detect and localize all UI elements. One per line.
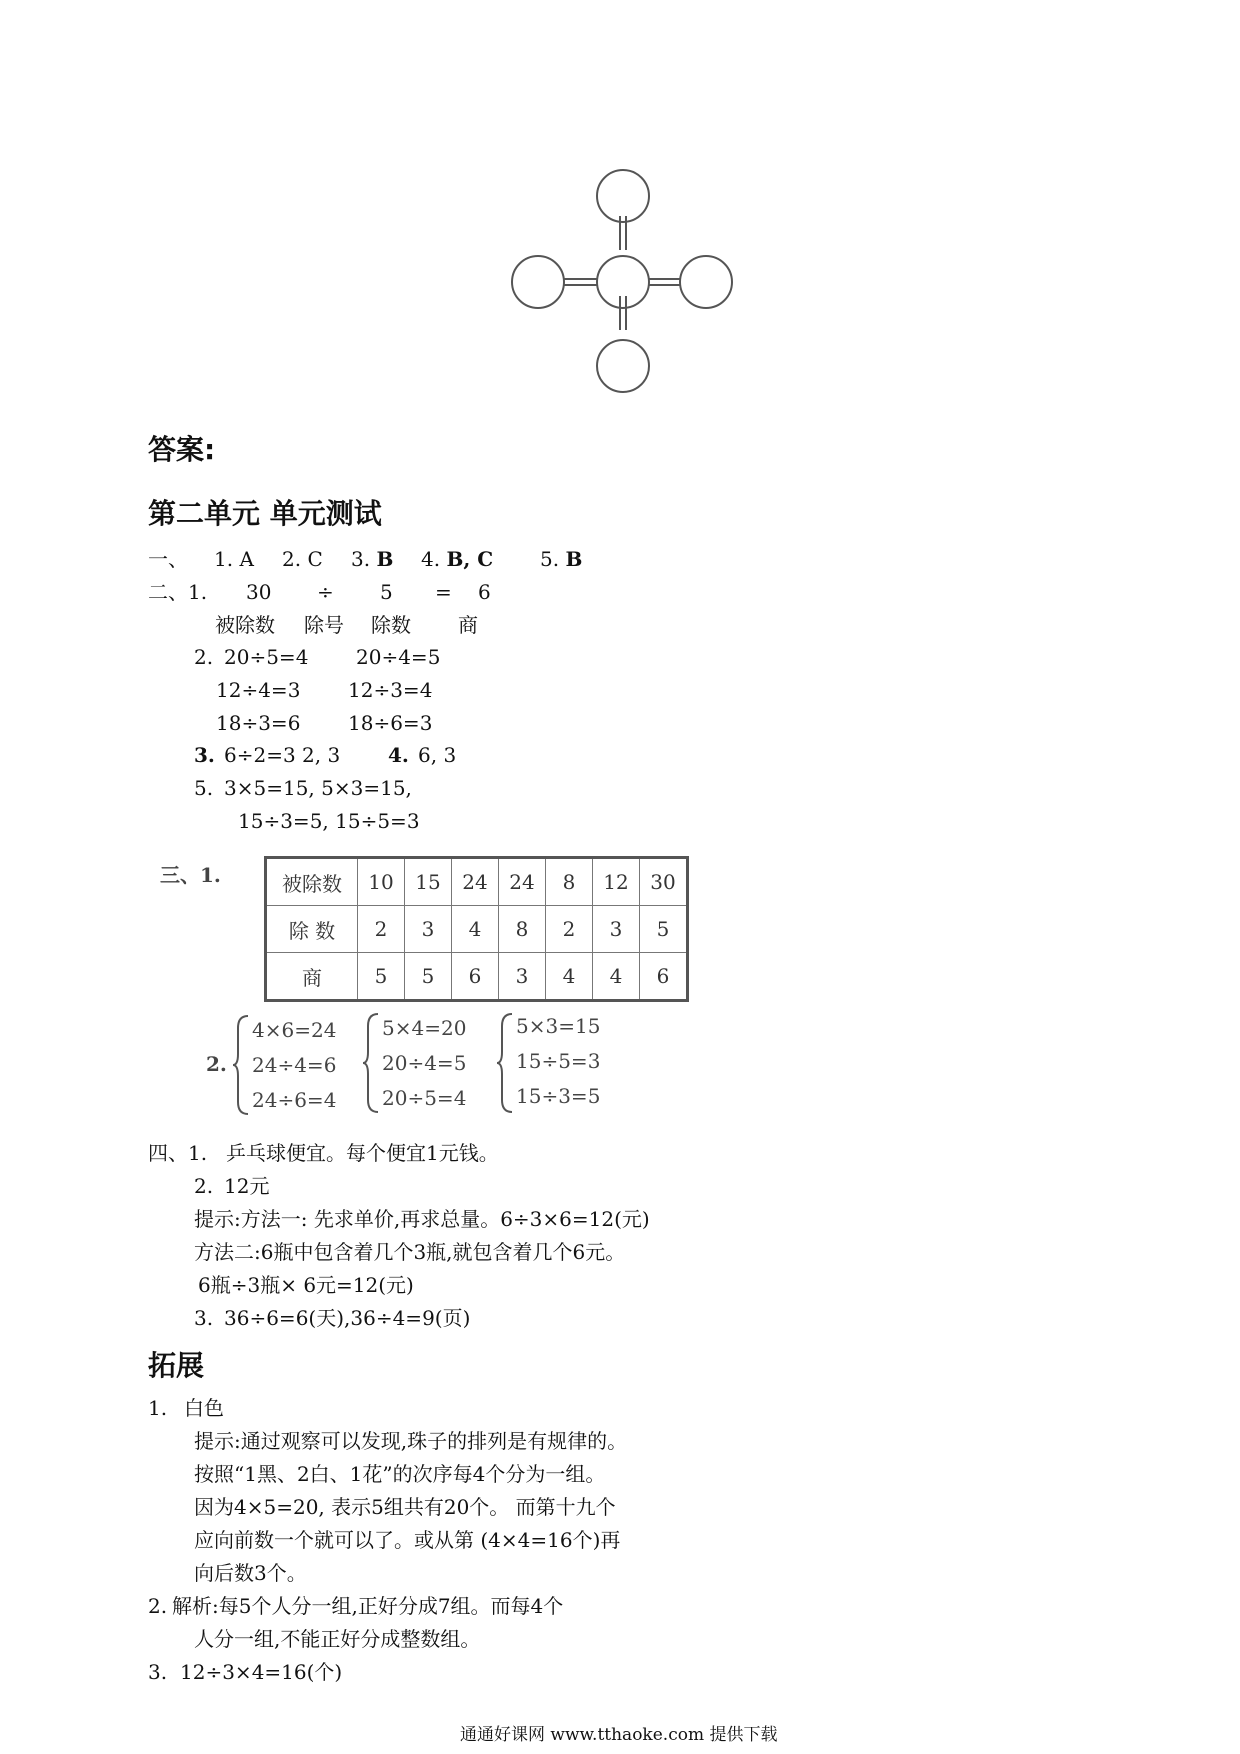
q4-label: 4. [388,743,409,767]
ext1-line: 提示:通过观察可以发现,珠子的排列是有规律的。 [194,1429,628,1453]
q5-line1: 3×5=15, 5×3=15, [224,776,412,800]
table-cell: 6 [640,953,688,1001]
section1-label: 一、 [148,547,188,571]
s1-item: 4. B, C [421,547,494,571]
table-cell: 5 [640,906,688,953]
q2-cell: 18÷3=6 [216,711,301,735]
answers-heading: 答案: [148,433,216,466]
s4-q1: 乒乓球便宜。每个便宜1元钱。 [226,1141,499,1165]
s4-hint3: 6瓶÷3瓶× 6元=12(元) [198,1273,414,1297]
ext1-line: 应向前数一个就可以了。或从第 (4×4=16个)再 [194,1528,621,1552]
ext2-line: 人分一组,不能正好分成整数组。 [194,1627,481,1651]
circle-top [597,170,649,222]
table-row [266,906,688,953]
eq-divide-sign: ÷ [317,580,334,604]
ext1-line: 向后数3个。 [194,1561,307,1585]
s1-item: 1. A [214,547,254,571]
section4-label: 四、1. [148,1141,208,1165]
table-cell: 5 [358,953,405,1001]
ext1-line: 白色 [184,1396,224,1420]
ext3-label: 3. [148,1660,168,1684]
table-row [266,858,688,906]
q2-cell: 20÷4=5 [356,645,441,669]
s4-q2: 12元 [224,1174,270,1198]
row-header: 商 [266,953,358,1001]
term-divisor: 除数 [371,613,411,637]
s1-item: 5. B [540,547,583,571]
term-divide-sign: 除号 [304,613,344,637]
brace-icon [362,1012,380,1114]
q3-label: 3. [194,743,215,767]
group-eq: 20÷5=4 [382,1086,467,1110]
circle-center [597,256,649,308]
table-cell: 12 [593,858,640,906]
table-cell: 4 [452,906,499,953]
page-footer: 通通好课网 www.tthaoke.com 提供下载 [460,1725,778,1745]
table-cell: 30 [640,858,688,906]
table-cell: 5 [405,953,452,1001]
group-eq: 24÷4=6 [252,1053,337,1077]
s4-q3-label: 3. [194,1306,214,1330]
group-eq: 15÷5=3 [516,1049,601,1073]
group-eq: 15÷3=5 [516,1084,601,1108]
group-eq: 5×4=20 [382,1016,467,1040]
s4-q3: 36÷6=6(天),36÷4=9(页) [224,1306,471,1330]
q2-cell: 18÷6=3 [348,711,433,735]
section2-label: 二、1. [148,580,208,604]
q2-label: 2. [194,645,214,669]
term-quotient: 商 [458,613,478,637]
division-table [264,856,689,1002]
ext1-line: 按照“1黑、2白、1花”的次序每4个分为一组。 [194,1462,606,1486]
circle-bottom [597,340,649,392]
table-row [266,953,688,1001]
eq-quotient: 6 [478,580,491,604]
group-eq: 4×6=24 [252,1018,337,1042]
table-cell: 8 [499,906,546,953]
row-header: 被除数 [266,858,358,906]
section3-label: 三、1. [160,863,221,887]
s4-q2-label: 2. [194,1174,214,1198]
table-cell: 2 [546,906,593,953]
brace-icon [496,1012,514,1114]
table-cell: 4 [546,953,593,1001]
s1-item: 3. B [351,547,394,571]
eq-dividend: 30 [246,580,272,604]
s1-item: 2. C [282,547,323,571]
s4-hint1: 提示:方法一: 先求单价,再求总量。6÷3×6=12(元) [194,1207,650,1231]
extension-title: 拓展 [148,1349,205,1382]
q5-label: 5. [194,776,214,800]
s4-hint2: 方法二:6瓶中包含着几个3瓶,就包含着几个6元。 [194,1240,626,1264]
table-cell: 4 [593,953,640,1001]
group-eq: 20÷4=5 [382,1051,467,1075]
table-cell: 15 [405,858,452,906]
ext1-line: 因为4×5=20, 表示5组共有20个。 而第十九个 [194,1495,616,1519]
ext2-line: 解析:每5个人分一组,正好分成7组。而每4个 [172,1594,564,1618]
table-cell: 6 [452,953,499,1001]
ext1-label: 1. [148,1396,168,1420]
table-cell: 24 [452,858,499,906]
eq-divisor: 5 [380,580,393,604]
s3-q2-label: 2. [206,1052,227,1076]
q2-cell: 12÷3=4 [348,678,433,702]
table-cell: 8 [546,858,593,906]
eq-equals: = [435,580,452,604]
group-eq: 5×3=15 [516,1014,601,1038]
term-dividend: 被除数 [215,613,275,637]
q5-line2: 15÷3=5, 15÷5=3 [238,809,420,833]
circle-cross-diagram [500,160,760,400]
table-cell: 2 [358,906,405,953]
circle-left [512,256,564,308]
q3-answer: 6÷2=3 2, 3 [224,743,341,767]
table-cell: 24 [499,858,546,906]
ext2-label: 2. [148,1594,168,1618]
group-eq: 24÷6=4 [252,1088,337,1112]
q2-cell: 20÷5=4 [224,645,309,669]
table-cell: 3 [593,906,640,953]
table-cell: 3 [405,906,452,953]
table-cell: 10 [358,858,405,906]
brace-icon [232,1014,250,1116]
ext3-line: 12÷3×4=16(个) [180,1660,343,1684]
q2-cell: 12÷4=3 [216,678,301,702]
table-cell: 3 [499,953,546,1001]
unit-title: 第二单元 单元测试 [148,497,382,530]
circle-right [680,256,732,308]
q4-answer: 6, 3 [418,743,457,767]
row-header: 除 数 [266,906,358,953]
